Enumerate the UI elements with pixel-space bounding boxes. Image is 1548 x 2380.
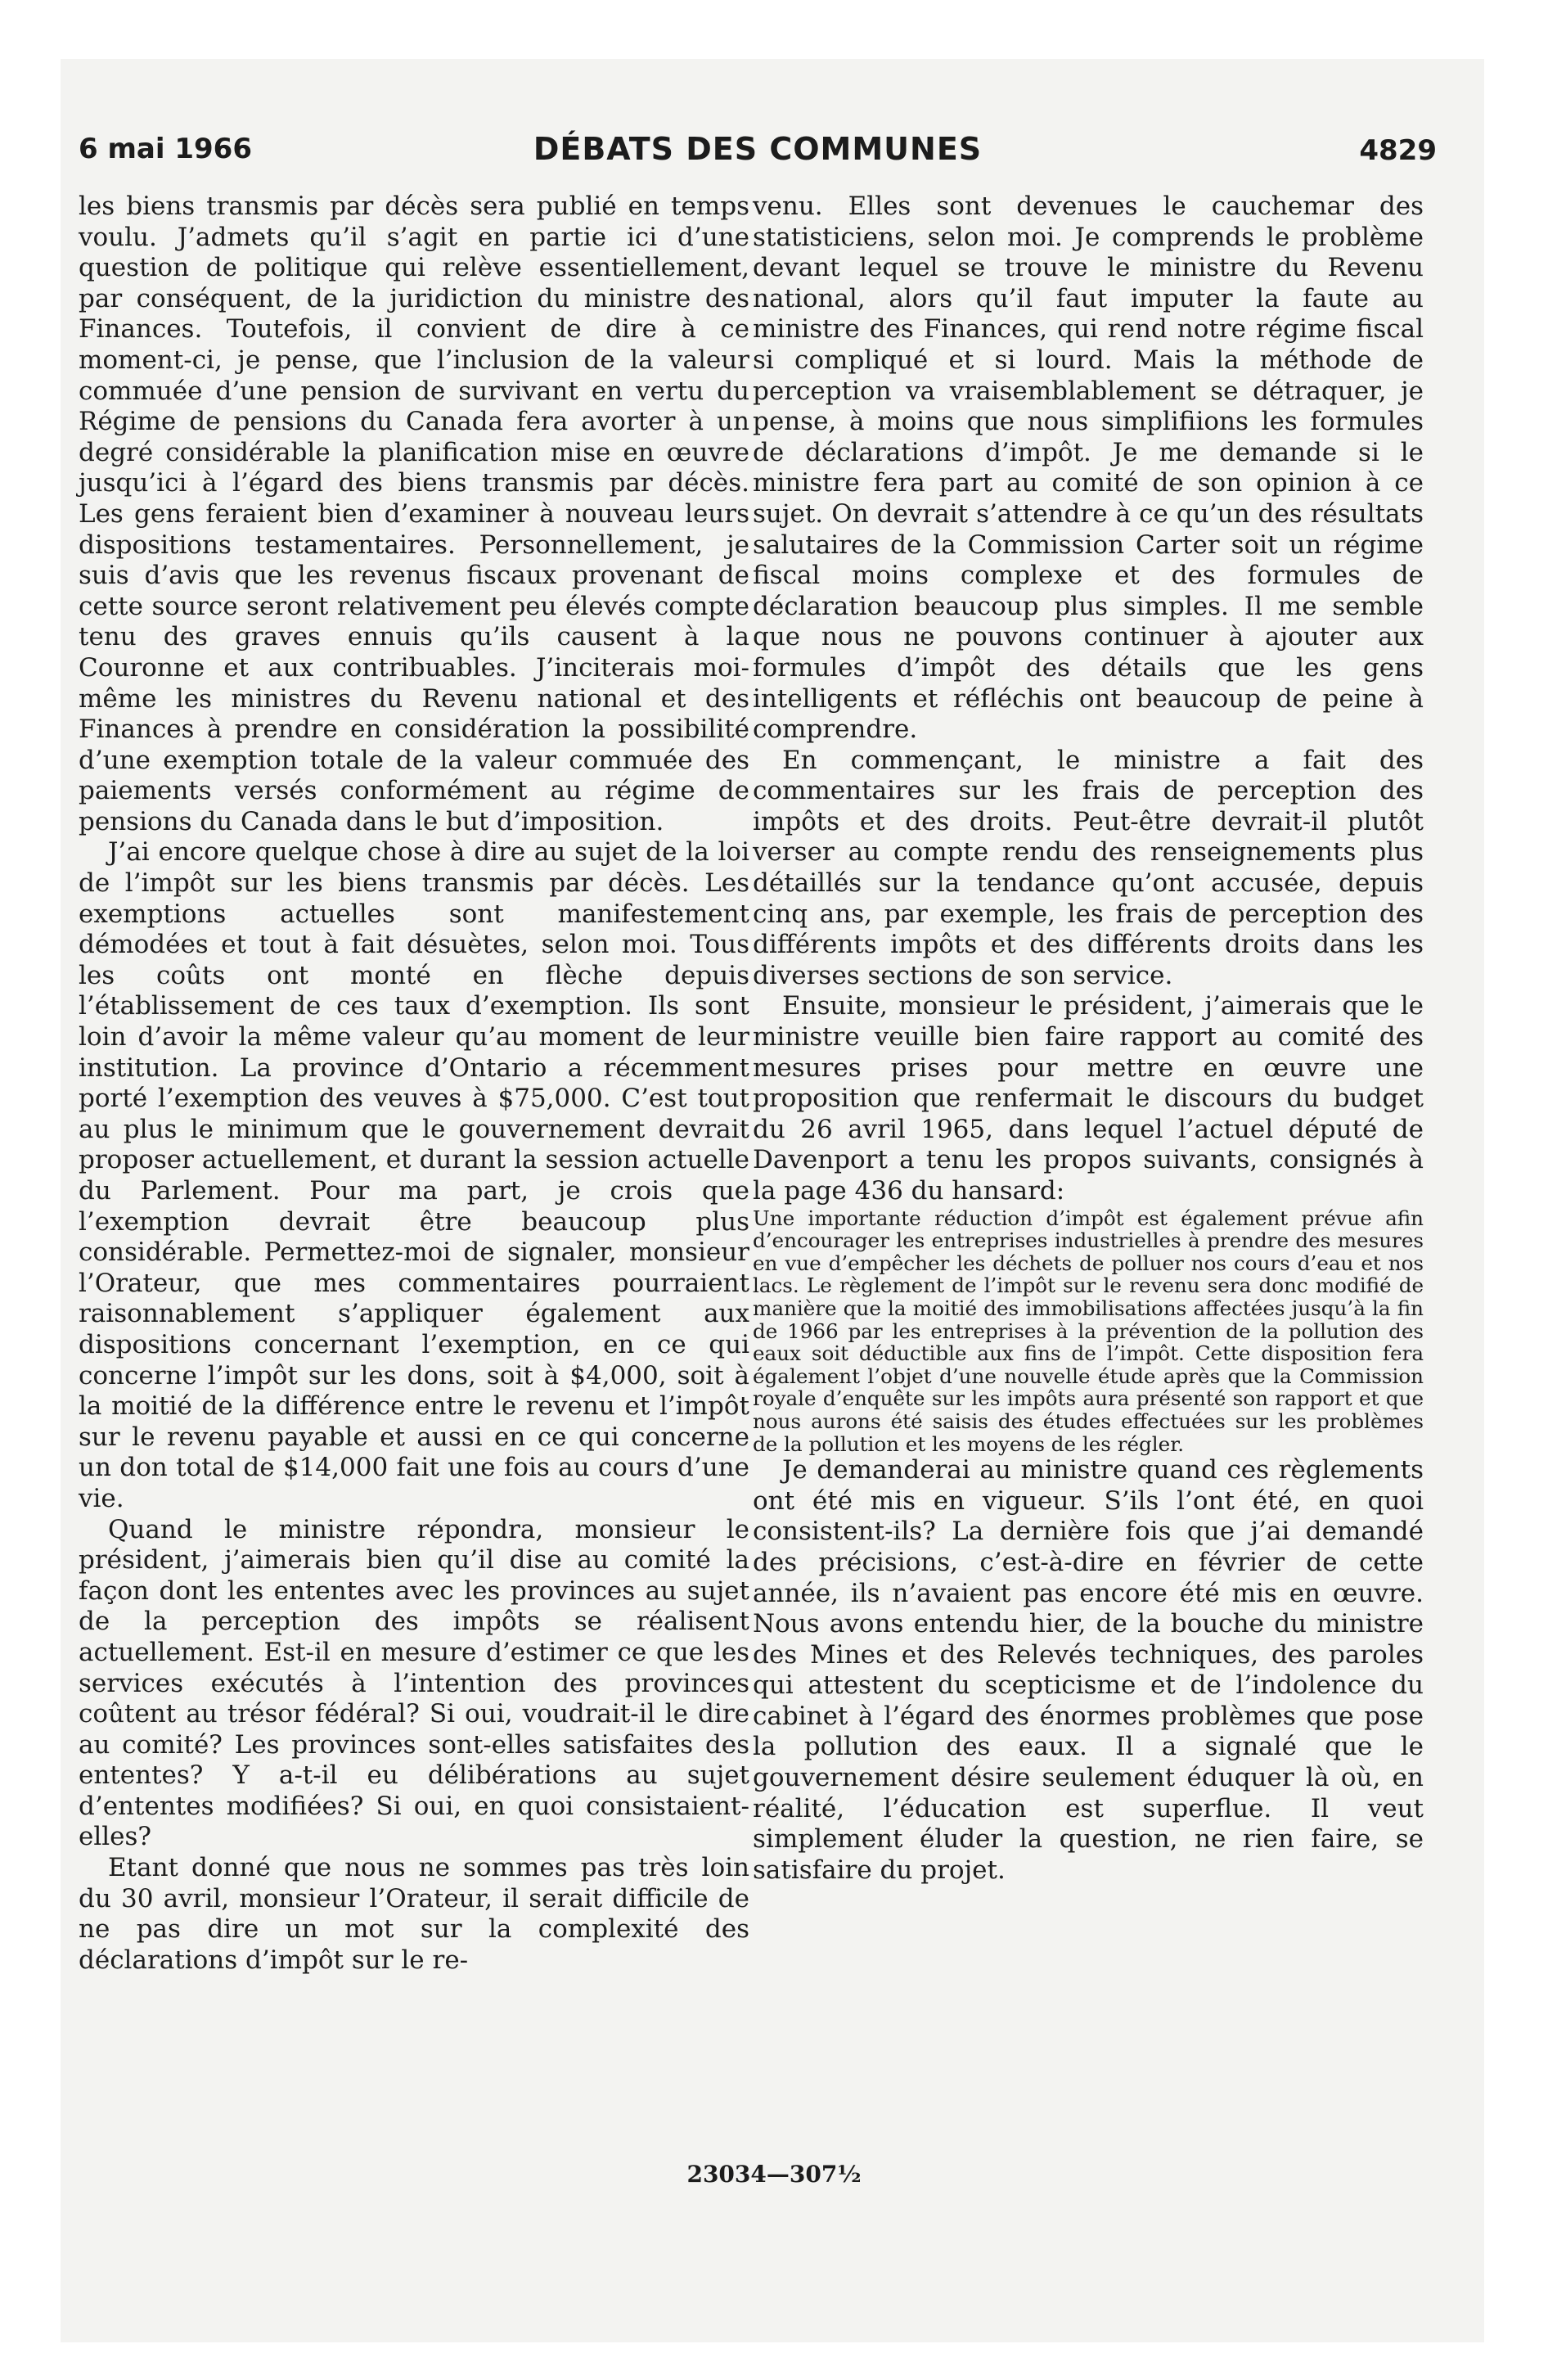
footer-signature: 23034—307½ [686, 2161, 862, 2188]
left-column [79, 192, 749, 1976]
header-title: DÉBATS DES COMMUNES [533, 131, 983, 167]
header-date: 6 mai 1966 [79, 133, 252, 165]
paragraph: venu. Elles sont devenues le cauchemar des statisticiens, selon moi. Je comprends le problème devant lequel se trouve le ministre du Revenu national, alors qu’il faut imputer la faute au ministre des Finances, qui rend notre régime fiscal si compliqué et si lourd. Mais la méthode de perception va vraisemblablement se détraquer, je pense, à moins que nous simplifiions les formules de déclarations d’impôt. Je me demande si le ministre fera part au comité de son opinion à ce sujet. On devrait s’attendre à ce qu’un des résultats salutaires de la Commission Carter soit un régime fiscal moins complexe et des formules de déclaration beaucoup plus simples. Il me semble que nous ne pouvons continuer à ajouter aux formules d’impôt des détails que les gens intelligents et réfléchis ont beaucoup de peine à comprendre. [753, 192, 1424, 745]
paragraph: Etant donné que nous ne sommes pas très loin du 30 avril, monsieur l’Orateur, il serait difficile de ne pas dire un mot sur la complexité des déclarations d’impôt sur le re- [79, 1853, 749, 1975]
paragraph: les biens transmis par décès sera publié en temps voulu. J’admets qu’il s’agit en partie ici d’une question de politique qui relève essentiellement, par conséquent, de la juridiction du ministre des Finances. Toutefois, il convient de dire à ce moment-ci, je pense, que l’inclusion de la valeur commuée d’une pension de survivant en vertu du Régime de pensions du Canada fera avorter à un degré considérable la planification mise en œuvre jusqu’ici à l’égard des biens transmis par décès. Les gens feraient bien d’examiner à nouveau leurs dispositions testamentaires. Personnellement, je suis d’avis que les revenus fiscaux provenant de cette source seront relativement peu élevés compte tenu des graves ennuis qu’ils causent à la Couronne et aux contribuables. J’inciterais moi-même les ministres du Revenu national et des Finances à prendre en considération la possibilité d’une exemption totale de la valeur commuée des paiements versés conformément au régime de pensions du Canada dans le but d’imposition. [79, 192, 749, 836]
paragraph: Quand le ministre répondra, monsieur le président, j’aimerais bien qu’il dise au comité la façon dont les ententes avec les provinces au sujet de la perception des impôts se réalisent actuellement. Est-il en mesure d’estimer ce que les services exécutés à l’intention des provinces coûtent au trésor fédéral? Si oui, voudrait-il le dire au comité? Les provinces sont-elles satisfaites des ententes? Y a-t-il eu délibérations au sujet d’ententes modifiées? Si oui, en quoi consistaient-elles? [79, 1514, 749, 1852]
paragraph: Ensuite, monsieur le président, j’aimerais que le ministre veuille bien faire rapport au comité des mesures prises pour mettre en œuvre une proposition que renfermait le discours du budget du 26 avril 1965, dans lequel l’actuel député de Davenport a tenu les propos suivants, consignés à la page 436 du hansard: [753, 991, 1424, 1206]
block-quote: Une importante réduction d’impôt est également prévue afin d’encourager les entreprises industrielles à prendre des mesures en vue d’empêcher les déchets de polluer nos cours d’eau et nos lacs. Le règlement de l’impôt sur le revenu sera donc modifié de manière que la moitié des immobilisations affectées jusqu’à la fin de 1966 par les entreprises à la prévention de la pollution des eaux soit déductible aux fins de l’impôt. Cette disposition fera également l’objet d’une nouvelle étude après que la Commission royale d’enquête sur les impôts aura présenté son rapport et que nous aurons été saisis des études effectuées sur les problèmes de la pollution et les moyens de les régler. [753, 1206, 1424, 1456]
paragraph: J’ai encore quelque chose à dire au sujet de la loi de l’impôt sur les biens transmis par décès. Les exemptions actuelles sont manifestement démodées et tout à fait désuètes, selon moi. Tous les coûts ont monté en flèche depuis l’établissement de ces taux d’exemption. Ils sont loin d’avoir la même valeur qu’au moment de leur institution. La province d’Ontario a récemment porté l’exemption des veuves à $75,000. C’est tout au plus le minimum que le gouvernement devrait proposer actuellement, et durant la session actuelle du Parlement. Pour ma part, je crois que l’exemption devrait être beaucoup plus considérable. Permettez-moi de signaler, monsieur l’Orateur, que mes commentaires pourraient raisonnablement s’appliquer également aux dispositions concernant l’exemption, en ce qui concerne l’impôt sur les dons, soit à $4,000, soit à la moitié de la différence entre le revenu et l’impôt sur le revenu payable et aussi en ce qui concerne un don total de $14,000 fait une fois au cours d’une vie. [79, 837, 749, 1513]
right-column [753, 192, 1424, 1886]
paragraph: Je demanderai au ministre quand ces règlements ont été mis en vigueur. S’ils l’ont été, en quoi consistent-ils? La dernière fois que j’ai demandé des précisions, c’est-à-dire en février de cette année, ils n’avaient pas encore été mis en œuvre. Nous avons entendu hier, de la bouche du ministre des Mines et des Relevés techniques, des paroles qui attestent du scepticisme et de l’indolence du cabinet à l’égard des énormes problèmes que pose la pollution des eaux. Il a signalé que le gouvernement désire seulement éduquer là où, en réalité, l’éducation est superflue. Il veut simplement éluder la question, ne rien faire, se satisfaire du projet. [753, 1455, 1424, 1885]
page-header [79, 123, 1437, 172]
paragraph: En commençant, le ministre a fait des commentaires sur les frais de perception des impôts et des droits. Peut-être devrait-il plutôt verser au compte rendu des renseignements plus détaillés sur la tendance qu’ont accusée, depuis cinq ans, par exemple, les frais de perception des différents impôts et des différents droits dans les diverses sections de son service. [753, 745, 1424, 990]
page-number: 4829 [1359, 134, 1437, 167]
